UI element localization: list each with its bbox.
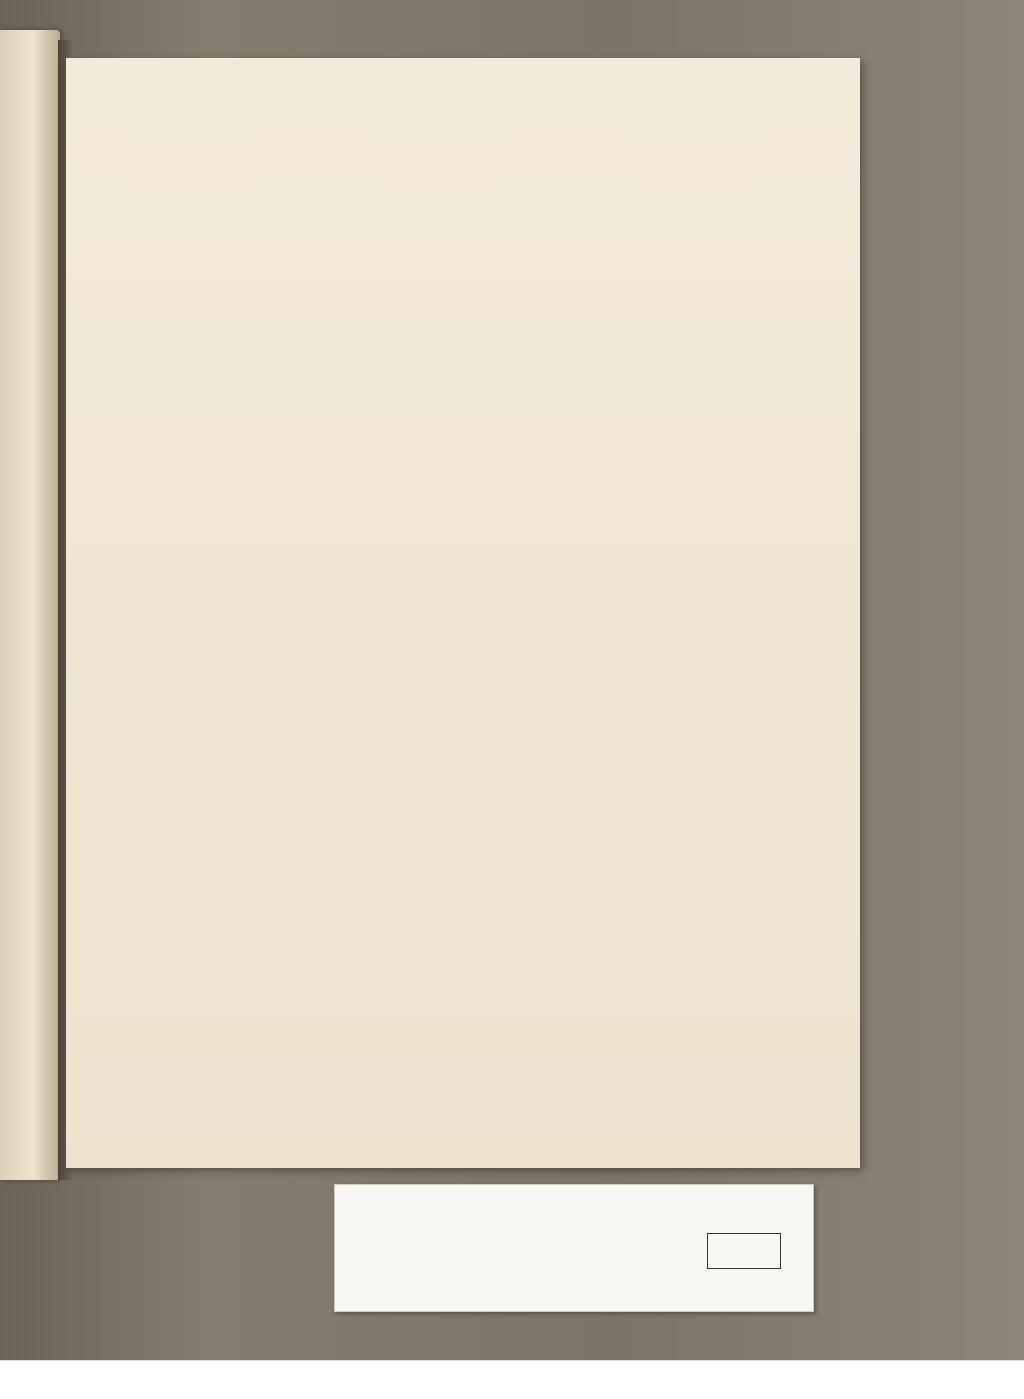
library-color-card [334,1184,814,1312]
hab-barcode-logo-icon [4,1365,46,1395]
book-page [66,58,860,1168]
footer-bar [0,1360,1024,1399]
left-facing-page-edge [0,30,60,1180]
dfg-logo-icon [930,1365,1020,1395]
ruler-labels [361,1269,621,1293]
gray-scale-swatch [707,1233,781,1269]
